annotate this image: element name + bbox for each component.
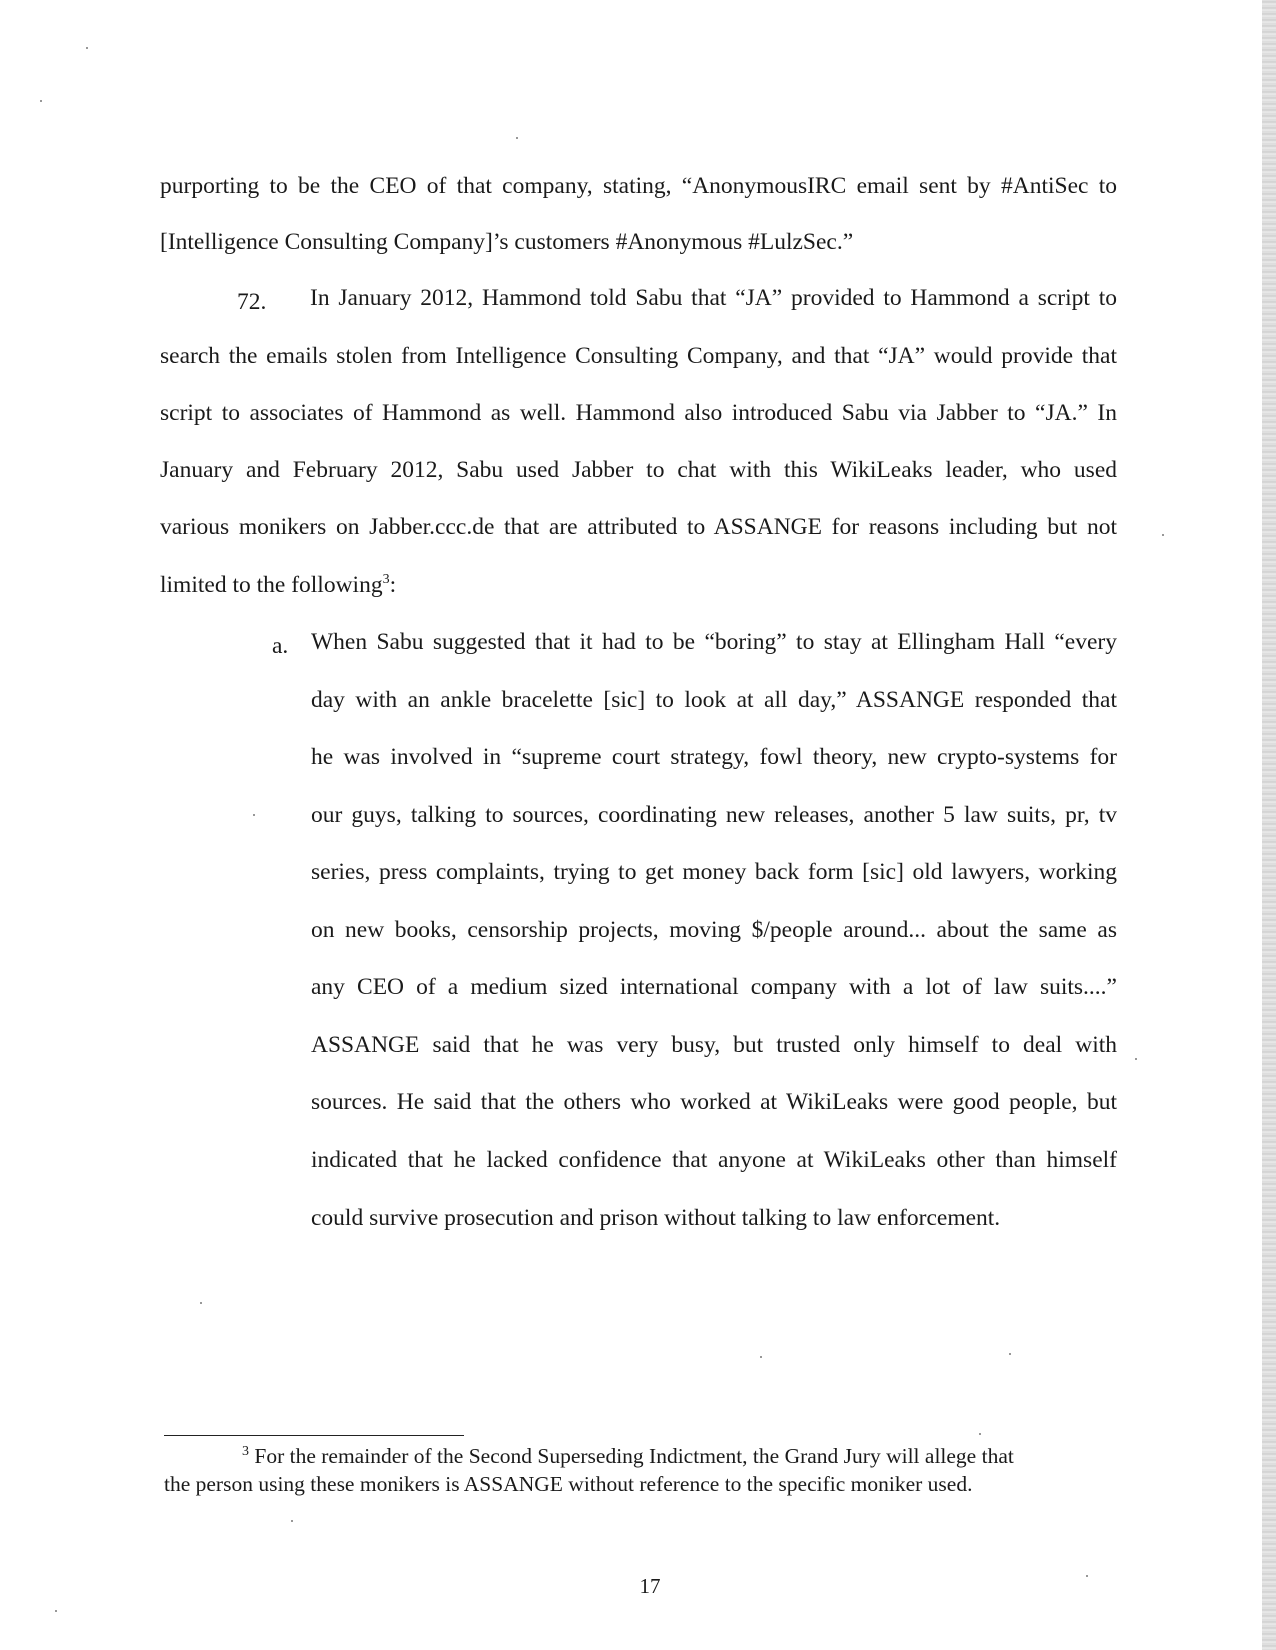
continuation-line-1: purporting to be the CEO of that company, stating, “AnonymousIRC email sent by #AntiSec to: [160, 173, 1117, 199]
scan-speck: [1135, 1058, 1137, 1060]
scan-speck: [291, 1520, 293, 1522]
scan-speck: [86, 47, 88, 49]
scan-speck: [1162, 534, 1164, 536]
item-a-line-4: our guys, talking to sources, coordinating new releases, another 5 law suits, pr, tv: [311, 802, 1117, 828]
paragraph-72-last-text: limited to the following: [160, 572, 383, 598]
paragraph-72-line-5: various monikers on Jabber.ccc.de that are attributed to ASSANGE for reasons including but not: [160, 514, 1117, 540]
scan-speck: [200, 1302, 202, 1304]
paragraph-72-line-4: January and February 2012, Sabu used Jabber to chat with this WikiLeaks leader, who used: [160, 457, 1117, 483]
item-a-line-6: on new books, censorship projects, moving $/people around... about the same as: [311, 917, 1117, 943]
item-a-label: a.: [272, 633, 289, 659]
continuation-line-2: [Intelligence Consulting Company]’s customers #Anonymous #LulzSec.”: [160, 229, 854, 255]
item-a-line-2: day with an ankle bracelette [sic] to look at all day,” ASSANGE responded that: [311, 687, 1117, 713]
footnote-line-2: the person using these monikers is ASSANGE without reference to the specific moniker used.: [164, 1472, 973, 1496]
footnote-line-1: [242, 1443, 1014, 1470]
paragraph-72-line-2: search the emails stolen from Intelligence Consulting Company, and that “JA” would provide that: [160, 343, 1117, 369]
item-a-line-9: sources. He said that the others who worked at WikiLeaks were good people, but: [311, 1089, 1117, 1115]
footnote-divider: [164, 1435, 464, 1436]
footnote-marker: 3: [242, 1443, 249, 1459]
item-a-line-7: any CEO of a medium sized international company with a lot of law suits....”: [311, 974, 1117, 1000]
footnote-reference: 3: [382, 572, 390, 588]
page-number: 17: [639, 1574, 661, 1598]
item-a-line-8: ASSANGE said that he was very busy, but trusted only himself to deal with: [311, 1032, 1117, 1058]
scan-speck: [1086, 1575, 1088, 1577]
scan-speck: [40, 100, 42, 102]
item-a-line-5: series, press complaints, trying to get money back form [sic] old lawyers, working: [311, 859, 1117, 885]
scan-speck: [55, 1610, 57, 1612]
paragraph-72-colon: :: [389, 572, 397, 598]
item-a-line-11: could survive prosecution and prison without talking to law enforcement.: [311, 1205, 1001, 1231]
scan-edge: [1262, 0, 1276, 1650]
paragraph-72-line-1: In January 2012, Hammond told Sabu that “JA” provided to Hammond a script to: [310, 285, 1117, 311]
item-a-line-3: he was involved in “supreme court strategy, fowl theory, new crypto-systems for: [311, 744, 1117, 770]
scan-speck: [979, 1433, 981, 1435]
paragraph-72-line-3: script to associates of Hammond as well. Hammond also introduced Sabu via Jabber to “JA.” In: [160, 400, 1117, 426]
paragraph-number: 72.: [237, 289, 267, 315]
paragraph-72-line-6: [160, 571, 396, 599]
scan-speck: [253, 814, 255, 816]
item-a-line-10: indicated that he lacked confidence that anyone at WikiLeaks other than himself: [311, 1147, 1117, 1173]
footnote-text-1: For the remainder of the Second Superseding Indictment, the Grand Jury will allege that: [249, 1444, 1014, 1468]
scan-speck: [516, 137, 518, 139]
scan-speck: [1009, 1353, 1011, 1355]
item-a-line-1: When Sabu suggested that it had to be “boring” to stay at Ellingham Hall “every: [311, 629, 1117, 655]
scan-speck: [760, 1356, 762, 1358]
